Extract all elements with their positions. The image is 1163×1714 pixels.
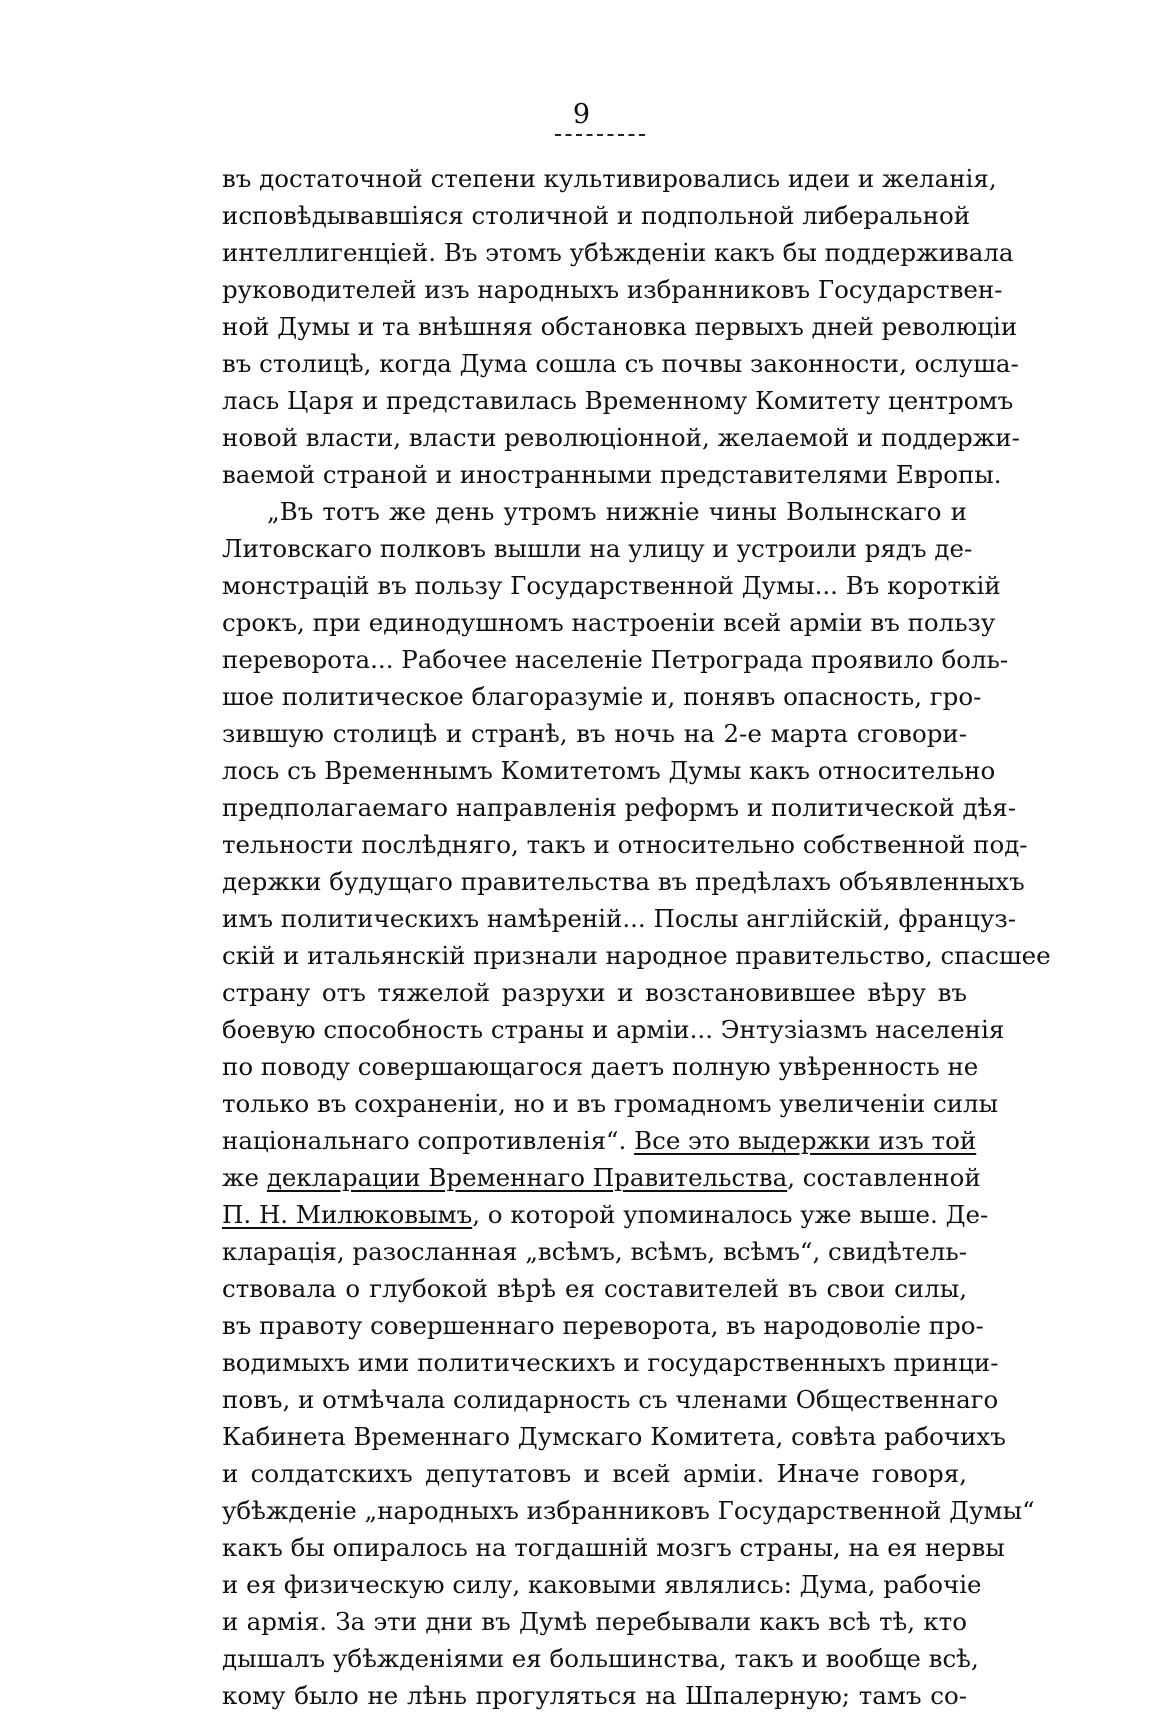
text-line: тельности послѣдняго, такъ и относительно собственной под- [222,830,1028,859]
text-line: имъ политическихъ намѣреній... Послы англійскій, француз- [222,904,1017,933]
text-line: и армія. За эти дни въ Думѣ перебывали какъ всѣ тѣ, кто [222,1607,967,1636]
text-line: лась Царя и представилась Временному Комитету центромъ [222,386,1014,415]
text-line: въ правоту совершеннаго переворота, въ народоволіе про- [222,1311,984,1340]
text-line: дышалъ убѣжденіями ея большинства, такъ и вообще всѣ, [222,1644,979,1673]
body-text [222,160,1051,1714]
text-line: и солдатскихъ депутатовъ и всей арміи. Иначе говоря, [222,1459,967,1488]
text-line: боевую способность страны и арміи... Энтузіазмъ населенія [222,1015,1005,1044]
text-line: убѣжденіе „народныхъ избранниковъ Государственной Думы“ [222,1496,1035,1525]
text-line: „Въ тотъ же день утромъ нижніе чины Волынскаго и [267,497,967,526]
text-line: страну отъ тяжелой разрухи и возстановившее вѣру въ [222,978,967,1007]
text-line: водимыхъ ими политическихъ и государственныхъ принци- [222,1348,999,1377]
text-line-with-underline [222,1122,977,1159]
underlined-phrase: Все это выдержки изъ той [634,1126,977,1155]
text-line: монстрацій въ пользу Государственной Думы... Въ короткій [222,571,1001,600]
text-line: въ столицѣ, когда Дума сошла съ почвы законности, ослуша- [222,349,1019,378]
text-fragment: національнаго сопротивленія“. [222,1126,627,1155]
text-fragment: , о которой упоминалось уже выше. Де- [472,1200,989,1229]
underlined-name: П. Н. Милюковымъ [222,1200,473,1229]
text-line-with-underline [222,1196,989,1233]
text-line: интеллигенціей. Въ этомъ убѣжденіи какъ бы поддерживала [222,238,1014,267]
text-line: шое политическое благоразуміе и, понявъ опасность, гро- [222,682,982,711]
text-line: кому было не лѣнь прогуляться на Шпалерную; тамъ со- [222,1681,967,1710]
text-line: зившую столицѣ и странѣ, въ ночь на 2-е марта сговори- [222,719,967,748]
text-line: лось съ Временнымъ Комитетомъ Думы какъ относительно [222,756,996,785]
text-line: держки будущаго правительства въ предѣлахъ объявленныхъ [222,867,1025,896]
underlined-phrase: декларации Временнаго Правительства [266,1163,788,1192]
text-line: повъ, и отмѣчала солидарность съ членами Общественнаго [222,1385,999,1414]
page-number-rule [555,134,645,136]
text-line: по поводу совершающагося даетъ полную увѣренность не [222,1052,979,1081]
text-line: предполагаемаго направленія реформъ и политической дѣя- [222,793,1017,822]
text-line-with-underline [222,1159,981,1196]
text-fragment: , составленной [787,1163,981,1192]
text-line: ствовала о глубокой вѣрѣ ея составителей въ свои силы, [222,1274,967,1303]
text-line: кларація, разосланная „всѣмъ, всѣмъ, всѣмъ“, свидѣтель- [222,1237,967,1266]
text-line: только въ сохраненіи, но и въ громадномъ увеличеніи силы [222,1089,999,1118]
text-line: исповѣдывавшіяся столичной и подпольной либеральной [222,201,971,230]
text-line: новой власти, власти революціонной, желаемой и поддержи- [222,423,1020,452]
text-line: руководителей изъ народныхъ избранниковъ Государствен- [222,275,1003,304]
text-fragment: же [222,1163,267,1192]
text-line: скій и итальянскій признали народное правительство, спасшее [222,941,1051,970]
text-line: переворота... Рабочее населеніе Петрограда проявило боль- [222,645,1009,674]
text-line: въ достаточной степени культивировались идеи и желанія, [222,164,997,193]
text-line: Кабинета Временнаго Думскаго Комитета, совѣта рабочихъ [222,1422,1006,1451]
text-line: ной Думы и та внѣшняя обстановка первыхъ дней революціи [222,312,1018,341]
text-line: Литовскаго полковъ вышли на улицу и устроили рядъ де- [222,534,973,563]
text-line: срокъ, при единодушномъ настроеніи всей арміи въ пользу [222,608,996,637]
page-number: 9 [572,99,591,130]
text-line: какъ бы опиралось на тогдашній мозгъ страны, на ея нервы [222,1533,1005,1562]
text-line: ваемой страной и иностранными представителями Европы. [222,460,1002,489]
text-line: и ея физическую силу, каковыми являлись: Дума, рабочіе [222,1570,982,1599]
